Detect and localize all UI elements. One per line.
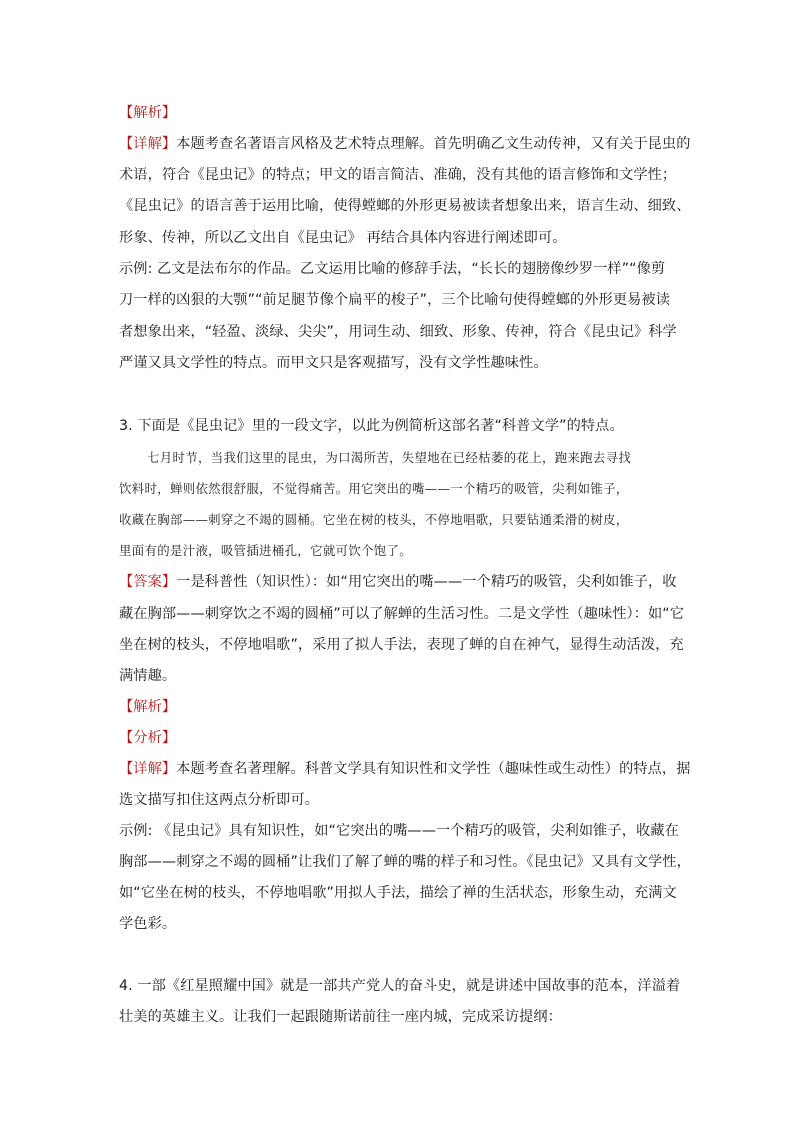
- passage-line: 里面有的是汁液，吸管插进桶孔，它就可饮个饱了。: [119, 543, 413, 558]
- detail-line: 形象、传神，所以乙文出自《昆虫记》 再结合具体内容进行阐述即可。: [119, 230, 567, 246]
- example-line: 示例: 乙文是法布尔的作品。乙文运用比喻的修辞手法，“长长的翅膀像纱罗一样”“像剪: [119, 261, 666, 277]
- answer-line: 坐在树的枝头，不停地唱歌”，采用了拟人手法，表现了蝉的自在神气，显得生动活泼，充: [119, 637, 684, 653]
- question-4-prompt: 4. 一部《红星照耀中国》就是一部共产党人的奋斗史，就是讲述中国故事的范本，洋溢着: [119, 978, 681, 994]
- passage-line: 收藏在胸部——刺穿之不竭的圆桶。它坐在树的枝头，不停地唱歌，只要钻通柔滑的树皮，: [119, 512, 629, 527]
- answer-label: 【答案】: [119, 574, 177, 590]
- detail-label: 【详解】: [119, 136, 177, 152]
- example-line: 者想象出来，“轻盈、淡绿、尖尖”，用词生动、细致、形象、传神，符合《昆虫记》科学: [119, 324, 677, 340]
- example-line: 示例: 《昆虫记》具有知识性，如“它突出的嘴——一个精巧的吸管，尖利如锥子，收藏在: [119, 823, 679, 839]
- example-line: 学色彩。: [119, 916, 177, 932]
- question-3-prompt: 3. 下面是《昆虫记》里的一段文字，以此为例简析这部名著“科普文学”的特点。: [119, 418, 624, 434]
- detail-line: 《昆虫记》的语言善于运用比喻，使得螳螂的外形更易被读者想象出来，语言生动、细致、: [119, 198, 691, 214]
- detail-label: 【详解】: [119, 761, 177, 777]
- example-line: 如“它坐在树的枝头，不停地唱歌”用拟人手法，描绘了禅的生活状态，形象生动，充满文: [119, 885, 677, 901]
- example-line: 刀一样的凶狠的大颚”“前足腿节像个扁平的梭子”，三个比喻句使得螳螂的外形更易被读: [119, 292, 670, 308]
- example-line: 严谨又具文学性的特点。而甲文只是客观描写，没有文学性趣味性。: [119, 355, 548, 371]
- analysis-heading: 【解析】: [119, 105, 177, 121]
- example-line: 胸部——刺穿之不竭的圆桶”让我们了解了蝉的嘴的样子和习性。《昆虫记》又具有文学性，: [119, 854, 691, 870]
- passage-line: 饮料时，蝉则依然很舒服，不觉得痛苦。用它突出的嘴——一个精巧的吸管，尖利如锥子，: [119, 481, 629, 496]
- answer-line: 满情趣。: [119, 668, 177, 684]
- analysis-heading: 【解析】: [119, 699, 177, 715]
- passage-line: 七月时节，当我们这里的昆虫，为口渴所苦，失望地在已经枯萎的花上，跑来跑去寻找: [147, 450, 632, 465]
- detail-line: 术语，符合《昆虫记》的特点；甲文的语言简洁、准确，没有其他的语言修饰和文学性；: [119, 167, 677, 183]
- question-4-prompt: 壮美的英雄主义。让我们一起跟随斯诺前往一座内城，完成采访提纲：: [119, 1009, 562, 1025]
- detail-line: 选文描写扣住这两点分析即可。: [119, 792, 320, 808]
- analyze-heading: 【分析】: [119, 730, 177, 746]
- detail-line: 【详解】本题考查名著语言风格及艺术特点理解。首先明确乙文生动传神，又有关于昆虫的: [119, 136, 691, 152]
- detail-line: 【详解】本题考查名著理解。科普文学具有知识性和文学性（趣味性或生动性）的特点，据: [119, 761, 691, 777]
- answer-line: 【答案】一是科普性（知识性）：如“用它突出的嘴——一个精巧的吸管，尖利如锥子，收: [119, 574, 677, 590]
- answer-line: 藏在胸部——刺穿饮之不竭的圆桶”可以了解蝉的生活习性。二是文学性（趣味性）：如“它: [119, 606, 685, 622]
